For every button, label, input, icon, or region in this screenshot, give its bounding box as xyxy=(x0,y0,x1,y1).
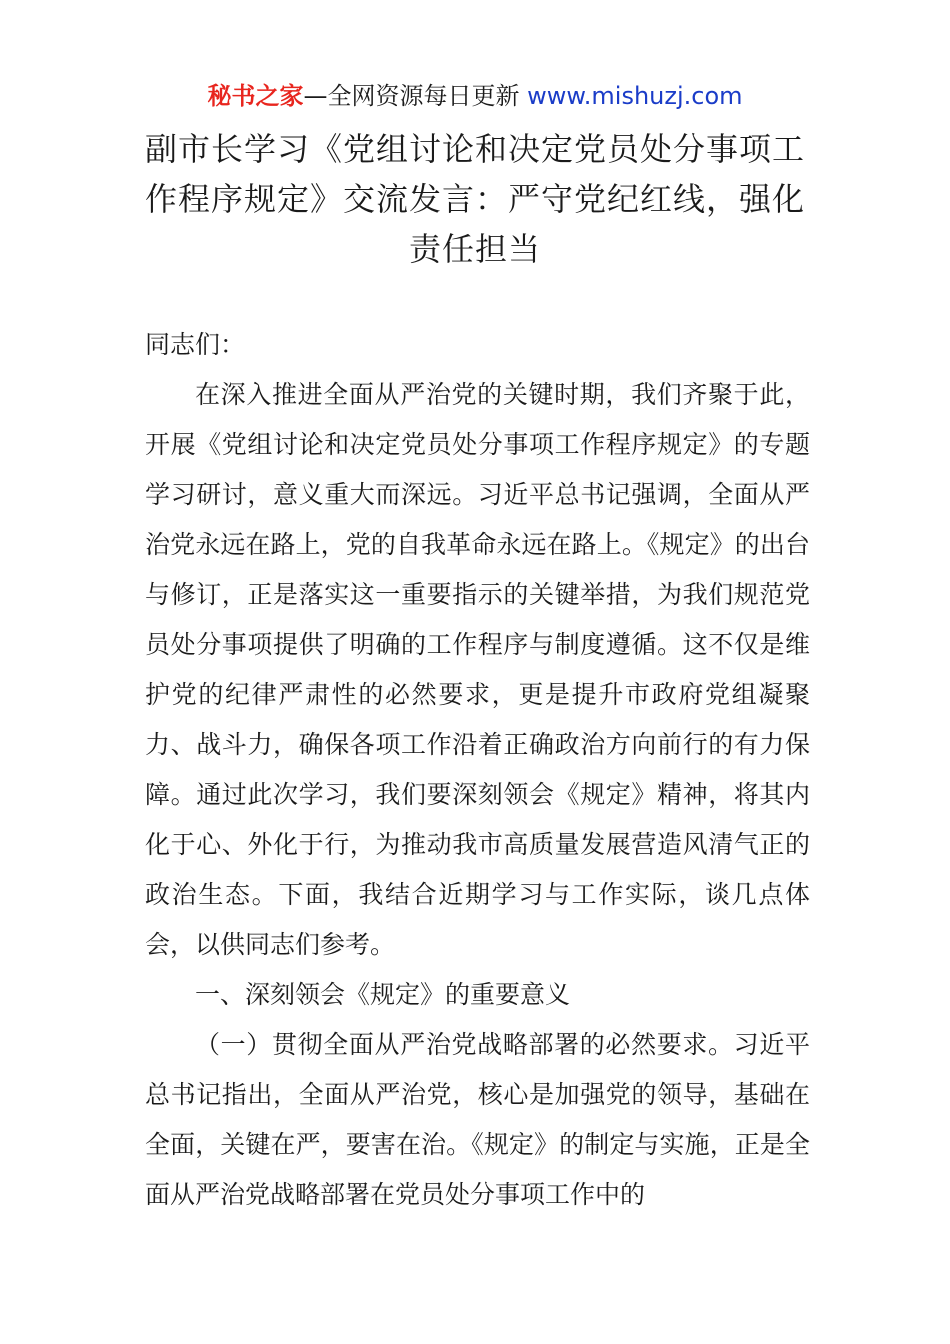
site-url-link[interactable]: www.mishuzj.com xyxy=(527,82,743,110)
subsection-paragraph: （一）贯彻全面从严治党战略部署的必然要求。习近平总书记指出，全面从严治党，核心是加强党的领导，基础在全面，关键在严，要害在治。《规定》的制定与实施，正是全面从严治党战略部署在党员处分事项工作中的 xyxy=(145,1030,810,1209)
document-title: 副市长学习《党组讨论和决定党员处分事项工作程序规定》交流发言：严守党纪红线，强化责任担当 xyxy=(144,130,805,268)
document-body xyxy=(145,320,810,1220)
header-tagline: —全网资源每日更新 xyxy=(303,82,528,110)
site-header xyxy=(0,80,950,112)
section-heading: 一、深刻领会《规定》的重要意义 xyxy=(195,980,571,1009)
salutation: 同志们： xyxy=(145,330,246,359)
intro-paragraph: 在深入推进全面从严治党的关键时期，我们齐聚于此，开展《党组讨论和决定党员处分事项工作程序规定》的专题学习研讨，意义重大而深远。习近平总书记强调，全面从严治党永远在路上，党的自我革命永远在路上。《规定》的出台与修订，正是落实这一重要指示的关键举措，为我们规范党员处分事项提供了明确的工作程序与制度遵循。这不仅是维护党的纪律严肃性的必然要求，更是提升市政府党组凝聚力、战斗力，确保各项工作沿着正确政治方向前行的有力保障。通过此次学习，我们要深刻领会《规定》精神，将其内化于心、外化于行，为推动我市高质量发展营造风清气正的政治生态。下面，我结合近期学习与工作实际，谈几点体会，以供同志们参考。 xyxy=(145,380,810,959)
brand-name: 秘书之家 xyxy=(207,82,304,110)
